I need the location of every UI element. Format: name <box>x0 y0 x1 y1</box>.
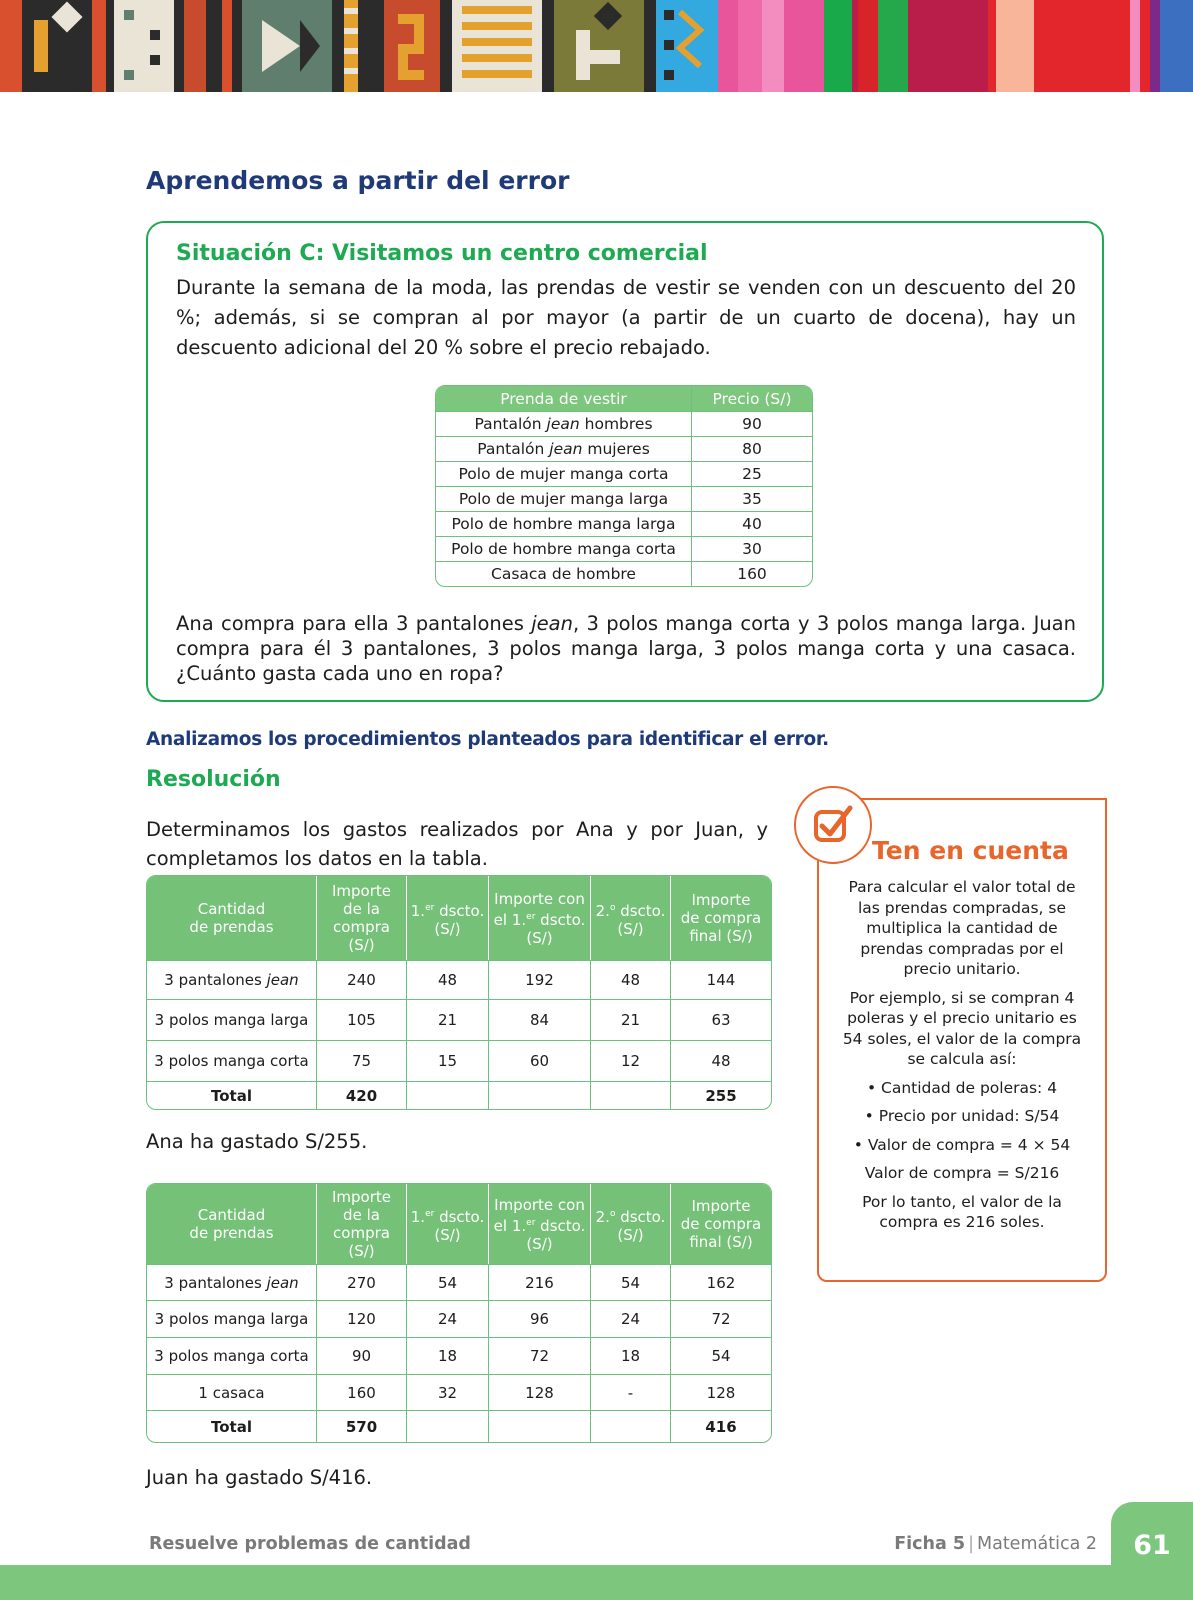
header-second-discount <box>591 876 671 960</box>
item-cell <box>147 1337 317 1374</box>
header-text: dscto. <box>434 901 485 920</box>
header-line: Importe <box>691 1197 751 1215</box>
value-cell: 192 <box>489 960 591 999</box>
footer-competency: Resuelve problemas de cantidad <box>149 1534 471 1554</box>
juan-table-header-row <box>147 1184 771 1264</box>
item-text: 3 polos manga corta <box>154 1052 309 1070</box>
value-cell: 21 <box>591 999 671 1040</box>
header-first-discount <box>407 1184 489 1264</box>
tip-title: Ten en cuenta <box>872 836 1069 865</box>
header-superscript: o <box>609 902 616 913</box>
header-final-importe <box>671 876 771 960</box>
item-text: 3 pantalones <box>164 971 267 989</box>
situation-text: Durante la semana de la moda, las prendas de vestir se venden con un descuento del 20 %; además, si se compran al por mayor (a partir de un cuarto de docena), hay un descuento adicional del 20 % sobre el precio rebajado. <box>176 276 1076 359</box>
value-cell: 270 <box>317 1264 407 1300</box>
header-line: de prendas <box>189 918 274 936</box>
price-item-cell <box>436 536 692 561</box>
value-cell: 21 <box>407 999 489 1040</box>
header-line: (S/) <box>434 919 461 938</box>
price-value-cell: 80 <box>692 436 812 461</box>
price-item-cell <box>436 561 692 586</box>
header-text: 2. <box>595 901 610 920</box>
total-label: Total <box>147 1410 317 1442</box>
price-table-row <box>436 436 812 461</box>
total-final: 416 <box>671 1410 771 1442</box>
price-value-cell: 90 <box>692 411 812 436</box>
header-line <box>593 899 668 920</box>
header-line: (S/) <box>617 919 644 938</box>
textile-pattern-graphic <box>0 0 1193 92</box>
price-table-row <box>436 486 812 511</box>
header-line: compra <box>333 1224 390 1242</box>
price-table-row <box>436 461 812 486</box>
item-text: 3 polos manga corta <box>154 1347 309 1365</box>
situation-title: Situación C: Visitamos un centro comercial <box>176 241 708 266</box>
situation-question <box>176 611 1076 686</box>
item-cell <box>147 1300 317 1337</box>
price-value-cell: 40 <box>692 511 812 536</box>
price-table-row <box>436 536 812 561</box>
total-label: Total <box>147 1081 317 1109</box>
total-importe: 420 <box>317 1081 407 1109</box>
price-header-price: Precio (S/) <box>692 386 812 411</box>
value-cell: 90 <box>317 1337 407 1374</box>
value-cell: 48 <box>591 960 671 999</box>
value-cell: 240 <box>317 960 407 999</box>
footer-separator: | <box>968 1534 974 1554</box>
value-cell: 105 <box>317 999 407 1040</box>
header-importe-first-discount <box>489 876 591 960</box>
price-table-row <box>436 411 812 436</box>
value-cell: 72 <box>489 1337 591 1374</box>
value-cell: 24 <box>407 1300 489 1337</box>
price-item-text: Polo de hombre manga corta <box>451 540 676 558</box>
value-cell: 54 <box>591 1264 671 1300</box>
header-line: Cantidad <box>197 1206 266 1224</box>
value-cell: 24 <box>591 1300 671 1337</box>
juan-table-body <box>147 1264 771 1442</box>
header-text: dscto. <box>615 901 666 920</box>
question-text-b: , 3 polos manga corta y 3 polos manga larga. Juan compra para él 3 pantalones, 3 polos manga larga, 3 polos manga corta y una casaca. ¿Cuánto gasta cada uno en ropa? <box>176 612 1076 685</box>
item-cell <box>147 1264 317 1300</box>
tip-paragraph-1: Para calcular el valor total de las prendas compradas, se multiplica la cantidad de prendas compradas por el precio unitario. <box>848 878 1076 978</box>
price-item-cell <box>436 436 692 461</box>
empty-cell <box>489 1081 591 1109</box>
header-line: Importe <box>331 882 391 900</box>
item-italic: jean <box>266 971 299 989</box>
total-row <box>147 1081 771 1109</box>
question-text-a: Ana compra para ella 3 pantalones <box>176 612 532 635</box>
question-text-em: jean <box>531 612 573 635</box>
price-table-header-row <box>436 386 812 411</box>
price-header-item: Prenda de vestir <box>436 386 692 411</box>
value-cell: 216 <box>489 1264 591 1300</box>
header-line <box>409 1205 486 1226</box>
item-cell <box>147 960 317 999</box>
value-cell: 63 <box>671 999 771 1040</box>
header-superscript: o <box>609 1208 616 1219</box>
header-text: dscto. <box>535 910 586 929</box>
header-line: (S/) <box>526 928 553 947</box>
price-table-row <box>436 561 812 586</box>
header-text: el 1. <box>493 1216 527 1235</box>
price-table-row <box>436 511 812 536</box>
item-text: 1 casaca <box>198 1383 265 1402</box>
value-cell: 120 <box>317 1300 407 1337</box>
value-cell: 144 <box>671 960 771 999</box>
footer-bar <box>0 1565 1193 1600</box>
table-row <box>147 1264 771 1300</box>
price-item-cell <box>436 411 692 436</box>
price-item-cell <box>436 486 692 511</box>
ana-result: Ana ha gastado S/255. <box>146 1130 368 1153</box>
header-cantidad <box>147 1184 317 1264</box>
header-superscript: er <box>526 911 536 922</box>
price-item-italic: jean <box>546 415 580 433</box>
value-cell: 54 <box>671 1337 771 1374</box>
empty-cell <box>407 1081 489 1109</box>
price-value-cell: 30 <box>692 536 812 561</box>
ana-table-body <box>147 960 771 1109</box>
header-line: de la <box>343 900 380 918</box>
header-text: 1. <box>410 901 426 920</box>
tip-paragraph-2: Por ejemplo, si se compran 4 poleras y el precio unitario es 54 soles, el valor de la compra se calcula así: <box>842 988 1082 1068</box>
table-row <box>147 1040 771 1081</box>
value-cell: 128 <box>671 1374 771 1410</box>
juan-calculation-table <box>146 1183 772 1443</box>
item-italic: jean <box>266 1273 299 1292</box>
header-text: 2. <box>595 1207 610 1226</box>
table-row <box>147 1300 771 1337</box>
item-text: 3 pantalones <box>164 1273 267 1292</box>
header-line: (S/) <box>348 936 375 954</box>
item-cell <box>147 1374 317 1410</box>
total-importe: 570 <box>317 1410 407 1442</box>
header-line: de la <box>343 1206 380 1224</box>
header-text: 1. <box>410 1207 426 1226</box>
price-item-text-end: hombres <box>579 415 653 433</box>
value-cell: 48 <box>407 960 489 999</box>
ana-table-header-row <box>147 876 771 960</box>
header-line: Importe con <box>494 1195 585 1214</box>
header-line: (S/) <box>348 1242 375 1260</box>
ana-calculation-table <box>146 875 772 1110</box>
table-row <box>147 1337 771 1374</box>
price-item-text: Polo de hombre manga larga <box>451 515 676 533</box>
header-line: Importe <box>331 1188 391 1206</box>
price-table-body <box>436 411 812 586</box>
header-text: dscto. <box>434 1207 485 1226</box>
tip-body <box>838 877 1086 1241</box>
header-final-importe <box>671 1184 771 1264</box>
checkbox-check-icon <box>796 788 870 862</box>
value-cell: 54 <box>407 1264 489 1300</box>
price-item-cell <box>436 511 692 536</box>
empty-cell <box>489 1410 591 1442</box>
header-second-discount <box>591 1184 671 1264</box>
value-cell: - <box>591 1374 671 1410</box>
value-cell: 18 <box>407 1337 489 1374</box>
value-cell: 128 <box>489 1374 591 1410</box>
header-line: compra <box>333 918 390 936</box>
header-line: Cantidad <box>197 900 266 918</box>
header-cantidad <box>147 876 317 960</box>
header-line: de prendas <box>189 1224 274 1242</box>
item-text: 3 polos manga larga <box>154 1011 309 1029</box>
value-cell: 18 <box>591 1337 671 1374</box>
header-line: Importe con <box>494 889 585 908</box>
tip-paragraph-3: Por lo tanto, el valor de la compra es 216 soles. <box>862 1192 1062 1231</box>
empty-cell <box>591 1081 671 1109</box>
empty-cell <box>591 1410 671 1442</box>
tip-bullet-1: • Cantidad de poleras: 4 <box>866 1078 1058 1097</box>
empty-cell <box>407 1410 489 1442</box>
header-line: Importe <box>691 891 751 909</box>
header-line <box>491 1214 588 1235</box>
header-line <box>409 899 486 920</box>
header-line: final (S/) <box>689 927 753 945</box>
value-cell: 12 <box>591 1040 671 1081</box>
header-line <box>593 1205 668 1226</box>
footer-ficha-label: Ficha 5 <box>894 1534 966 1554</box>
header-line <box>491 908 588 929</box>
header-line: (S/) <box>617 1225 644 1244</box>
value-cell: 160 <box>317 1374 407 1410</box>
header-line: final (S/) <box>689 1233 753 1251</box>
price-value-cell: 35 <box>692 486 812 511</box>
header-first-discount <box>407 876 489 960</box>
tip-bullet-3: • Valor de compra = 4 × 54 <box>853 1135 1071 1154</box>
tip-icon-badge <box>794 786 872 864</box>
footer-subject: Matemática 2 <box>977 1534 1097 1554</box>
value-cell: 60 <box>489 1040 591 1081</box>
header-superscript: er <box>425 1208 435 1219</box>
total-final: 255 <box>671 1081 771 1109</box>
analyze-instruction: Analizamos los procedimientos planteados para identificar el error. <box>146 729 829 750</box>
price-item-text-end: mujeres <box>582 440 650 458</box>
value-cell: 75 <box>317 1040 407 1081</box>
header-line: de compra <box>680 1215 762 1233</box>
footer-ficha <box>894 1534 1097 1554</box>
value-cell: 32 <box>407 1374 489 1410</box>
value-cell: 96 <box>489 1300 591 1337</box>
price-item-text: Pantalón <box>474 415 547 433</box>
page-number: 61 <box>1133 1530 1171 1561</box>
header-superscript: er <box>425 902 435 913</box>
item-text: 3 polos manga larga <box>154 1310 309 1328</box>
juan-result: Juan ha gastado S/416. <box>146 1466 373 1489</box>
situation-box <box>146 221 1104 702</box>
decorative-header-band <box>0 0 1193 92</box>
item-cell <box>147 1040 317 1081</box>
header-line: (S/) <box>434 1225 461 1244</box>
header-importe <box>317 876 407 960</box>
header-importe-first-discount <box>489 1184 591 1264</box>
header-line: (S/) <box>526 1234 553 1253</box>
item-cell <box>147 999 317 1040</box>
price-value-cell: 25 <box>692 461 812 486</box>
price-table <box>435 385 813 587</box>
header-text: dscto. <box>535 1216 586 1235</box>
header-line: de compra <box>680 909 762 927</box>
table-row <box>147 999 771 1040</box>
page-heading: Aprendemos a partir del error <box>146 166 570 195</box>
header-text: dscto. <box>615 1207 666 1226</box>
price-item-cell <box>436 461 692 486</box>
value-cell: 84 <box>489 999 591 1040</box>
header-text: el 1. <box>493 910 527 929</box>
tip-equation: Valor de compra = S/216 <box>864 1164 1060 1182</box>
value-cell: 15 <box>407 1040 489 1081</box>
price-item-italic: jean <box>549 440 583 458</box>
price-value-cell: 160 <box>692 561 812 586</box>
price-item-text: Polo de mujer manga corta <box>458 465 669 483</box>
resolution-intro: Determinamos los gastos realizados por Ana y por Juan, y completamos los datos en la tabla. <box>146 818 768 870</box>
value-cell: 48 <box>671 1040 771 1081</box>
price-item-text: Polo de mujer manga larga <box>458 490 669 508</box>
value-cell: 72 <box>671 1300 771 1337</box>
total-row <box>147 1410 771 1442</box>
resolution-title: Resolución <box>146 767 281 792</box>
value-cell: 162 <box>671 1264 771 1300</box>
price-item-text: Casaca de hombre <box>491 565 636 583</box>
header-superscript: er <box>526 1217 536 1228</box>
price-item-text: Pantalón <box>477 440 550 458</box>
table-row <box>147 1374 771 1410</box>
header-importe <box>317 1184 407 1264</box>
tip-bullet-2: • Precio por unidad: S/54 <box>864 1107 1060 1125</box>
table-row <box>147 960 771 999</box>
